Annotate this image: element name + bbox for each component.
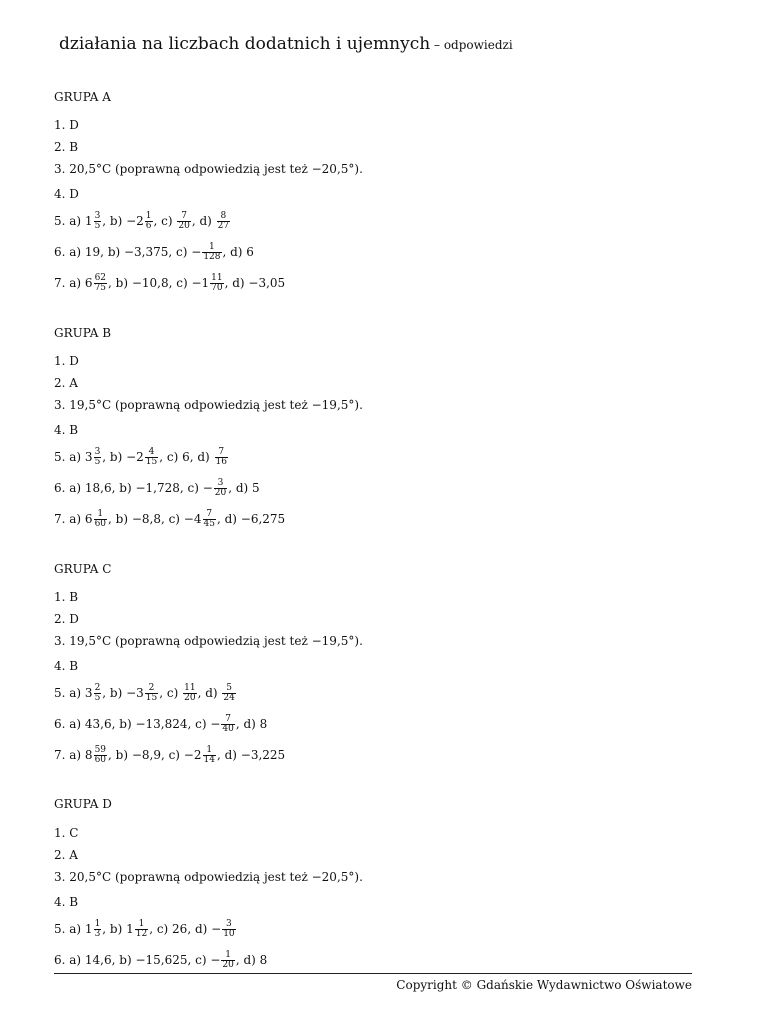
group-d-answer-1: 1. C (54, 826, 79, 840)
fraction (145, 684, 158, 703)
text-part: 7. a) 6 (54, 276, 93, 290)
group-a-answer-1: 1. D (54, 118, 79, 132)
fraction (94, 510, 107, 529)
denominator: 5 (94, 457, 101, 467)
group-d-heading: GRUPA D (54, 797, 112, 811)
text-part: , b) −3 (102, 686, 144, 700)
text-part: , b) 1 (102, 922, 134, 936)
text-part: 5. a) 1 (54, 214, 93, 228)
text-part: 5. a) 3 (54, 686, 93, 700)
text-part: , b) −2 (102, 450, 144, 464)
title-suffix: – odpowiedzi (430, 38, 513, 52)
text-part: , d) −3,225 (216, 748, 286, 762)
text-part: , d) 8 (235, 953, 268, 967)
text-part: 7. a) 8 (54, 748, 93, 762)
group-a-answer-5 (54, 212, 231, 231)
denominator: 40 (222, 724, 234, 734)
fraction (94, 746, 107, 765)
text-part: , b) −10,8, c) −1 (108, 276, 210, 290)
fraction (217, 212, 230, 231)
fraction (145, 212, 153, 231)
fraction (221, 951, 234, 970)
numerator: 7 (177, 212, 190, 222)
numerator: 5 (222, 684, 235, 694)
copyright-notice: Copyright © Gdańskie Wydawnictwo Oświatowe (396, 978, 692, 992)
numerator: 11 (211, 273, 223, 283)
group-c-answer-6 (54, 715, 267, 734)
fraction (94, 684, 102, 703)
text-part: , d) (191, 214, 216, 228)
group-b-answer-7 (54, 510, 285, 529)
group-c-answer-1: 1. B (54, 590, 79, 604)
denominator: 60 (94, 755, 107, 765)
page-title (59, 34, 513, 54)
text-part: 5. a) 1 (54, 922, 93, 936)
text-part: , c) 6, d) (159, 450, 214, 464)
group-b-answer-3: 3. 19,5°C (poprawną odpowiedzią jest też −19,5°). (54, 398, 363, 412)
text-part: , d) −6,275 (216, 512, 286, 526)
text-part: , c) (159, 686, 183, 700)
group-a-answer-4: 4. D (54, 187, 79, 201)
numerator: 7 (203, 510, 216, 520)
numerator: 1 (203, 746, 216, 756)
fraction (145, 448, 158, 467)
fraction (210, 274, 223, 293)
group-d-answer-6 (54, 951, 267, 970)
numerator: 1 (94, 510, 107, 520)
group-a-answer-6 (54, 243, 254, 262)
group-d-answer-3: 3. 20,5°C (poprawną odpowiedzią jest też −20,5°). (54, 870, 363, 884)
group-d-answer-4: 4. B (54, 895, 79, 909)
title-main: działania na liczbach dodatnich i ujemnych (59, 34, 431, 54)
fraction (203, 746, 216, 765)
denominator: 20 (178, 221, 190, 231)
denominator: 3 (94, 929, 101, 939)
denominator: 20 (214, 488, 227, 498)
text-part: , d) (197, 686, 222, 700)
fraction (222, 684, 235, 703)
fraction (94, 212, 102, 231)
text-part: , b) −8,8, c) −4 (108, 512, 202, 526)
group-a-answer-7 (54, 274, 285, 293)
fraction (94, 448, 102, 467)
text-part: , d) −3,05 (224, 276, 286, 290)
text-part: , c) 26, d) − (149, 922, 222, 936)
numerator: 3 (214, 479, 227, 489)
text-part: 5. a) 3 (54, 450, 93, 464)
group-a-answer-2: 2. B (54, 140, 79, 154)
text-part: 6. a) 19, b) −3,375, c) − (54, 245, 202, 259)
fraction (221, 715, 234, 734)
fraction (94, 920, 102, 939)
numerator: 7 (215, 448, 228, 458)
group-c-answer-7 (54, 746, 285, 765)
numerator: 3 (222, 920, 235, 930)
denominator: 70 (211, 283, 223, 293)
text-part: , c) (153, 214, 177, 228)
numerator: 2 (145, 684, 158, 694)
group-b-answer-2: 2. A (54, 376, 78, 390)
text-part: 7. a) 6 (54, 512, 93, 526)
denominator: 20 (184, 693, 196, 703)
fraction (183, 684, 196, 703)
denominator: 24 (223, 693, 235, 703)
text-part: , d) 6 (222, 245, 254, 259)
numerator: 1 (94, 919, 101, 929)
fraction (202, 243, 221, 262)
group-d-answer-2: 2. A (54, 848, 78, 862)
numerator: 7 (221, 715, 234, 725)
denominator: 15 (145, 693, 158, 703)
text-part: 6. a) 43,6, b) −13,824, c) − (54, 717, 221, 731)
denominator: 10 (223, 929, 235, 939)
group-c-answer-3: 3. 19,5°C (poprawną odpowiedzią jest też −19,5°). (54, 634, 363, 648)
denominator: 16 (215, 457, 227, 467)
group-c-answer-5 (54, 684, 237, 703)
denominator: 6 (145, 221, 152, 231)
fraction (203, 510, 216, 529)
numerator: 2 (94, 683, 101, 693)
fraction (222, 920, 235, 939)
numerator: 11 (184, 683, 196, 693)
denominator: 14 (203, 755, 215, 765)
denominator: 60 (94, 519, 107, 529)
group-b-heading: GRUPA B (54, 326, 112, 340)
numerator: 3 (94, 447, 101, 457)
fraction (215, 448, 228, 467)
numerator: 3 (94, 211, 101, 221)
text-part: , b) −8,9, c) −2 (108, 748, 202, 762)
group-d-answer-5 (54, 920, 237, 939)
fraction (214, 479, 227, 498)
numerator: 62 (94, 273, 107, 283)
text-part: , d) 5 (228, 481, 260, 495)
group-c-answer-4: 4. B (54, 659, 79, 673)
denominator: 128 (203, 252, 221, 262)
footer-divider (54, 973, 692, 974)
denominator: 15 (145, 457, 158, 467)
numerator: 8 (217, 212, 230, 222)
group-a-heading: GRUPA A (54, 90, 111, 104)
text-part: 6. a) 14,6, b) −15,625, c) − (54, 953, 221, 967)
group-c-answer-2: 2. D (54, 612, 79, 626)
text-part: , d) 8 (235, 717, 268, 731)
numerator: 1 (145, 211, 152, 221)
fraction (94, 274, 107, 293)
denominator: 12 (135, 929, 148, 939)
denominator: 27 (217, 221, 230, 231)
fraction (135, 920, 148, 939)
group-b-answer-4: 4. B (54, 423, 79, 437)
numerator: 1 (221, 951, 234, 961)
numerator: 1 (202, 243, 221, 253)
group-b-answer-6 (54, 479, 260, 498)
numerator: 4 (145, 448, 158, 458)
group-b-answer-5 (54, 448, 229, 467)
group-a-answer-3: 3. 20,5°C (poprawną odpowiedzią jest też −20,5°). (54, 162, 363, 176)
group-b-answer-1: 1. D (54, 354, 79, 368)
denominator: 20 (222, 960, 234, 970)
denominator: 75 (94, 283, 107, 293)
denominator: 45 (203, 519, 215, 529)
fraction (177, 212, 190, 231)
group-c-heading: GRUPA C (54, 562, 112, 576)
numerator: 1 (135, 920, 148, 930)
text-part: , b) −2 (102, 214, 144, 228)
denominator: 5 (94, 221, 101, 231)
denominator: 5 (94, 693, 101, 703)
text-part: 6. a) 18,6, b) −1,728, c) − (54, 481, 213, 495)
numerator: 59 (94, 745, 107, 755)
